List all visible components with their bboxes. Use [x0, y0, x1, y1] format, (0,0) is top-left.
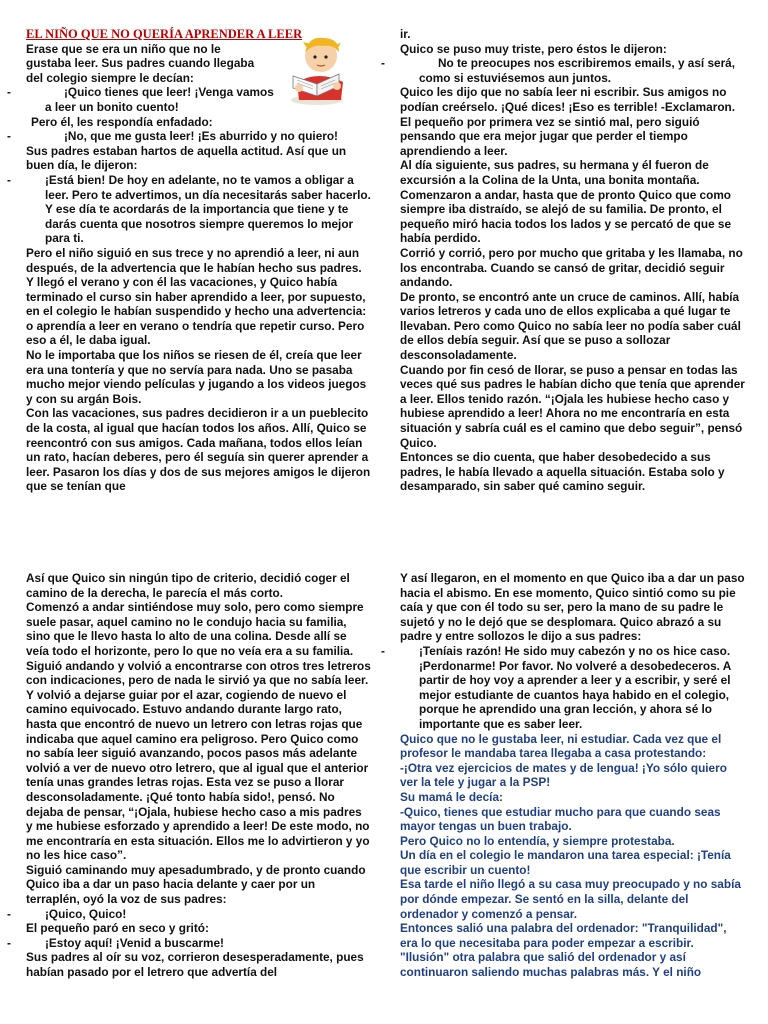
dialogue: - ¡Estoy aquí! ¡Venid a buscarme!: [7, 935, 224, 950]
column-4: [381, 571, 745, 980]
dialogue: - No te preocupes nos escribiremos emails, y así será, como si estuviésemos aun juntos.: [381, 56, 736, 85]
paragraph: Entonces se dio cuenta, que haber desobedecido a sus padres, le había llevado a aquella situación. Estaba solo y desamparado, sin saber qué camino seguir.: [400, 450, 725, 494]
column-3: [7, 571, 371, 980]
dialogue: - ¡Está bien! De hoy en adelante, no te vamos a obligar a leer. Pero te advertimos, un día necesitarás saber hacerlo. Y ese día te acordarás de la importancia que tiene y te darás cuenta que nosotros siempre queremos lo mejor para ti.: [7, 172, 371, 246]
paragraph: Sus padres al oír su voz, corrieron desesperadamente, pues habían pasado por el letrero que advertía del: [26, 950, 364, 980]
blue-paragraph: Esa tarde el niño llegó a su casa muy preocupado y no sabía por dónde empezar. Se sentó en la silla, delante del ordenador y comenzó a pensar.: [400, 877, 741, 921]
paragraph: del colegio siempre le decían:: [26, 70, 194, 85]
paragraph: Sus padres estaban hartos de aquella actitud. Así que un buen día, le dijeron:: [26, 143, 347, 173]
blue-paragraph: Un día en el colegio le mandaron una tarea especial: ¡Tenía que escribir un cuento!: [400, 848, 731, 877]
column-2: [381, 27, 745, 494]
boy-reading-book-illustration: [287, 30, 351, 106]
paragraph: Comenzó a andar sintiéndose muy solo, pero como siempre suele pasar, aquel camino no le condujo hacia su familia, sino que le llevo hasta lo alto de una colina. Desde allí se veía todo el horizonte, pero lo que no veía era a su familia.: [26, 600, 364, 658]
paragraph: Corrió y corrió, pero por mucho que gritaba y les llamaba, no los encontraba. Cuando se cansó de gritar, decidió seguir andando.: [400, 245, 743, 290]
paragraph: Quico se puso muy triste, pero éstos le dijeron:: [400, 41, 667, 56]
paragraph: El pequeño paró en seco y gritó:: [26, 921, 209, 936]
paragraph: Al día siguiente, sus padres, su hermana y él fueron de excursión a la Colina de la Unta, una bonita montaña. Comenzaron a andar, hasta que de pronto Quico que como siempre iba distraído, se alejó de su familia. De pronto, el pequeño miró hacia todos los lados y se percató de que se había perdido.: [400, 158, 732, 246]
paragraph: Erase que se era un niño que no le: [26, 41, 221, 56]
paragraph: Quico les dijo que no sabía leer ni escribir. Sus amigos no podían creérselo. ¡Qué dices! ¡Eso es terrible! -Exclamaron.: [400, 85, 736, 114]
blue-paragraph: "Ilusión" otra palabra que salió del ordenador y así continuaron saliendo muchas palabras más. Y el niño: [400, 950, 702, 980]
paragraph: ir.: [400, 27, 411, 41]
paragraph: Cuando por fin cesó de llorar, se puso a pensar en todas las veces qué sus padres le habían dicho que tenía que aprender a leer. Ellos tenido razón. “¡Ojala les hubiese hecho caso y hubiese aprendido a leer! Ahora no me encontraría en esta situación y sabría cuál es el camino que debo seguir”, pensó Quico.: [400, 362, 745, 450]
story-title: EL NIÑO QUE NO QUERÍA APRENDER A LEER: [26, 27, 303, 41]
dialogue: - ¡No, que me gusta leer! ¡Es aburrido y no quiero!: [7, 129, 338, 144]
paragraph: De pronto, se encontró ante un cruce de caminos. Allí, había varios letreros y cada uno de ellos explicaba a qué lugar te llevaban. Pero como Quico no sabía leer no podía saber cuál de ellos debía seguir. Así que se puso a sollozar desconsoladamente.: [400, 289, 741, 363]
paragraph: Pero él, les respondía enfadado:: [31, 114, 213, 129]
dialogue: - ¡Quico, Quico!: [7, 906, 127, 921]
dialogue-continued: a leer un bonito cuento!: [45, 99, 179, 114]
paragraph: Y así llegaron, en el momento en que Quico iba a dar un paso hacia el abismo. En ese momento, Quico sintió como su pie caía y que con él todo su ser, pero la mano de su padre le sujetó y no le dejó que se desplomara. Quico abrazó a su padre y entre sollozos le dijo a sus padres:: [400, 571, 745, 644]
paragraph: Y llegó el verano y con él las vacaciones, y Quico había terminado el curso sin haber aprendido a leer, por supuesto, en el colegio le habían suspendido y hecho una advertencia: o aprendía a leer en verano o tendría que repetir curso. Pero eso a él, le daba igual.: [26, 275, 367, 348]
dialogue: - ¡Quico tienes que leer! ¡Venga vamos: [7, 85, 274, 100]
paragraph: Siguió caminando muy apesadumbrado, y de pronto cuando Quico iba a dar un paso hacia delante y caer por un terraplén, oyó la voz de sus padres:: [26, 862, 366, 907]
paragraph: No le importaba que los niños se riesen de él, creía que leer era una tontería y que no servía para nada. Uno se pasaba mucho mejor viendo películas y jugando a los videos juegos y con su argán Bois.: [26, 348, 367, 406]
paragraph: Con las vacaciones, sus padres decidieron ir a un pueblecito de la costa, al igual que hacían todos los años. Allí, Quico se reencontró con sus amigos. Cada mañana, todos ellos leían un rato, hacían deberes, pero él seguía sin querer aprender a leer. Pasaron los días y dos de sus mejores amigos le dijeron que se tenían que: [26, 406, 371, 494]
blue-paragraph: -Quico, tienes que estudiar mucho para que cuando seas mayor tengas un buen trabajo.: [400, 804, 721, 834]
paragraph: Así que Quico sin ningún tipo de criterio, decidió coger el camino de la derecha, le parecía el más corto.: [26, 571, 350, 600]
blue-paragraph: Entonces salió una palabra del ordenador: "Tranquilidad", era lo que necesitaba para poder empezar a escribir.: [400, 921, 727, 950]
blue-paragraph: Su mamá le decía:: [400, 789, 503, 804]
blue-paragraph: Quico que no le gustaba leer, ni estudiar. Cada vez que el profesor le mandaba tarea llegaba a casa protestando:: [400, 731, 722, 761]
blue-paragraph: -¡Otra vez ejercicios de mates y de lengua! ¡Yo sólo quiero ver la tele y jugar a la PSP!: [400, 760, 727, 790]
paragraph: Siguió andando y volvió a encontrarse con otros tres letreros con indicaciones, pero de nada le sirvió ya que no sabía leer. Y volvió a dejarse guiar por el azar, cogiendo de nuevo el camino equivocado. Estuvo andando durante largo rato, hasta que encontró de nuevo un letrero con letras rojas que indicaba que aquel camino era peligroso. Pero Quico como no sabía leer siguió avanzando, pocos pasos más adelante volvió a ver de nuevo otro letrero, que al igual que el anterior tenía unas grandes letras rojas. Esta vez se puso a llorar desconsoladamente. ¡Qué tonto había sido!, pensó. No dejaba de pensar, “¡Ojala, hubiese hecho caso a mis padres y me hubiese esforzado y aprendido a leer! De este modo, no me encontraría en esta situación. Ellos me lo advirtieron y yo no les hice caso”.: [26, 658, 371, 863]
paragraph: gustaba leer. Sus padres cuando llegaba: [26, 56, 255, 71]
paragraph: Pero el niño siguió en sus trece y no aprendió a leer, ni aun después, de la advertencia que le habían hecho sus padres.: [26, 245, 362, 275]
paragraph: El pequeño por primera vez se sintió mal, pero siguió pensando que era mejor jugar que perder el tiempo aprendiendo a leer.: [400, 114, 700, 158]
dialogue: - ¡Teníais razón! He sido muy cabezón y no os hice caso. ¡Perdonarme! Por favor. No volveré a desobedeceros. A partir de hoy voy a aprender a leer y a escribir, y seré el mejor estudiante de cuantos haya habido en el colegio, porque he aprendido una gran lección, y ahora sé lo importante que es saber leer.: [381, 643, 731, 731]
blue-paragraph: Pero Quico no lo entendía, y siempre protestaba.: [400, 833, 675, 848]
